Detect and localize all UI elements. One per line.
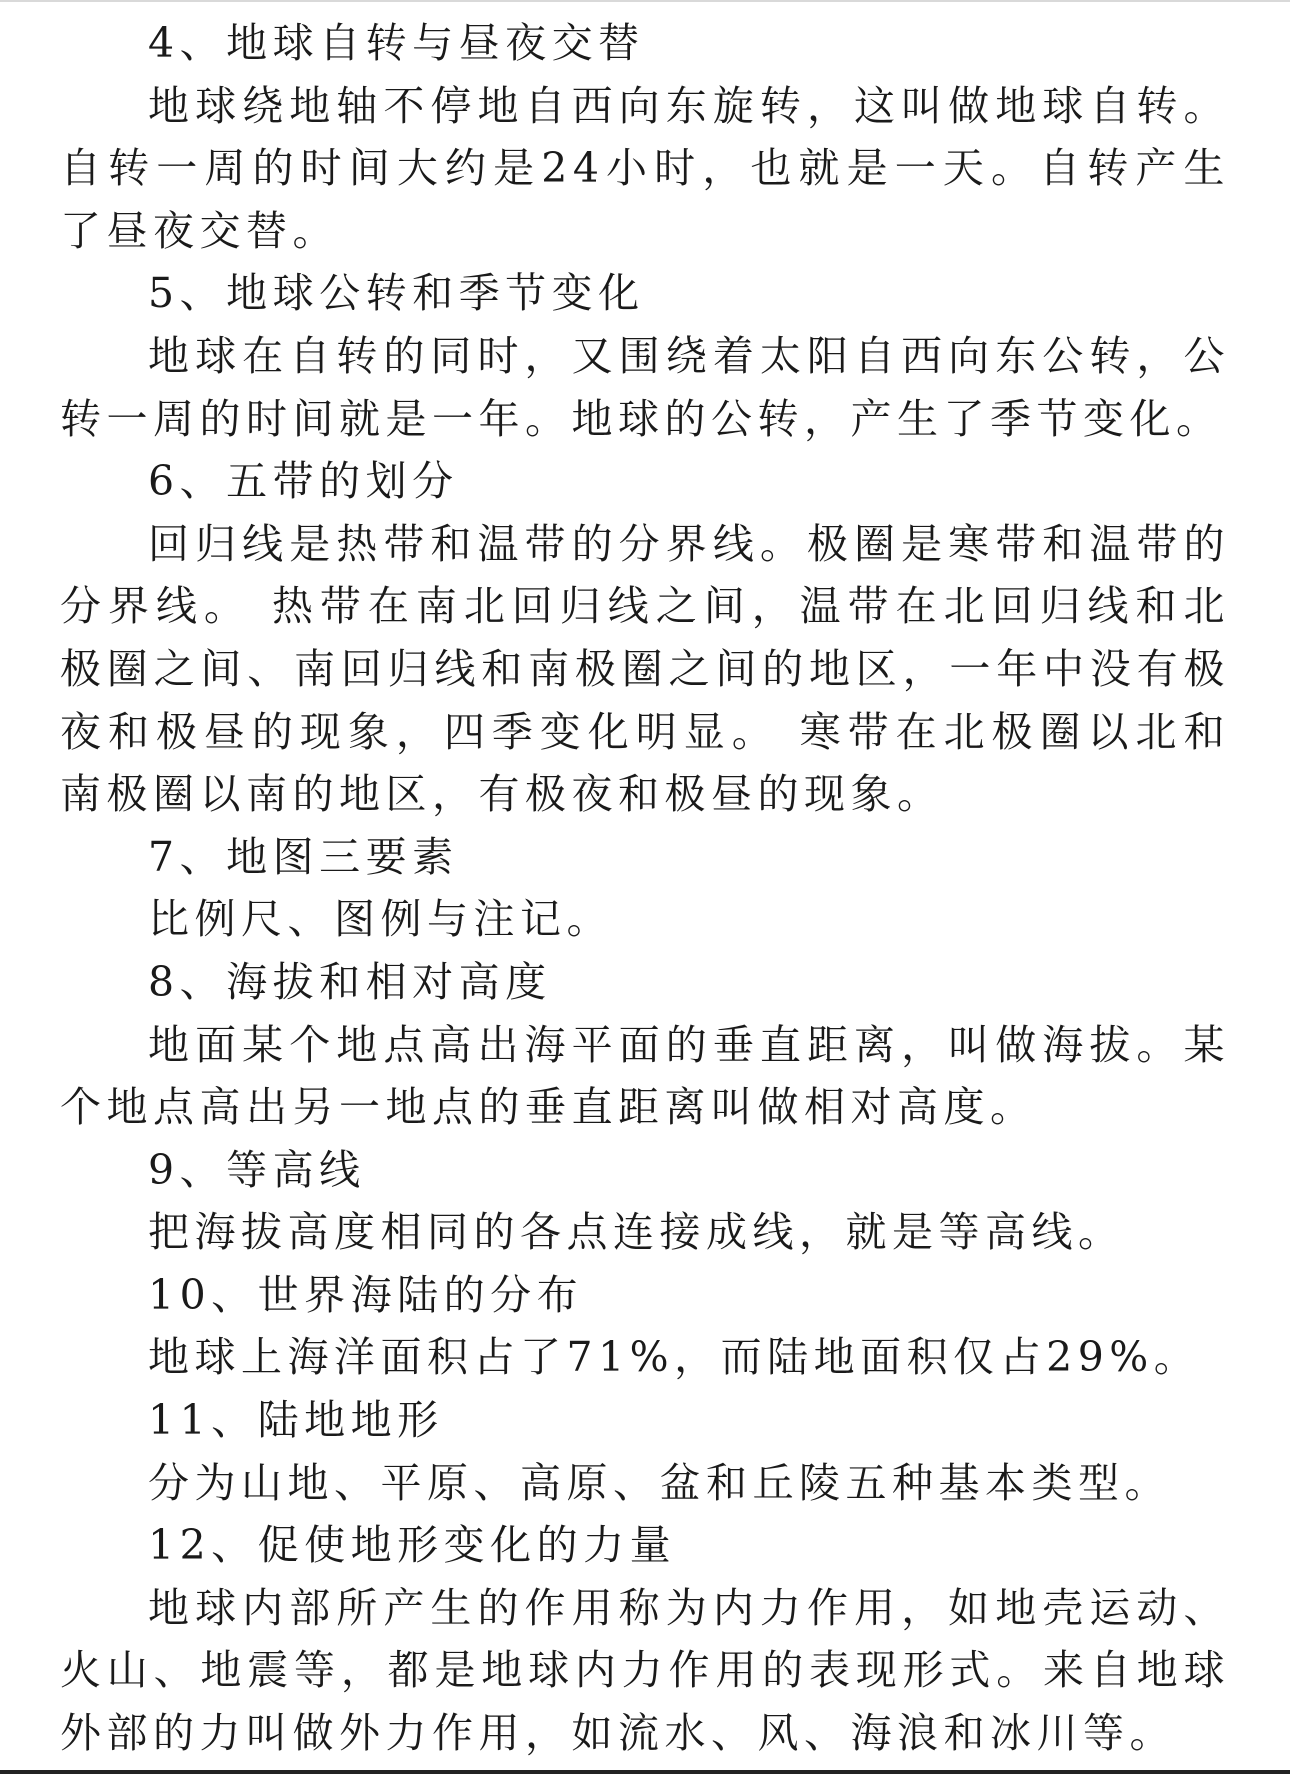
section-body: 地球内部所产生的作用称为内力作用，如地壳运动、火山、地震等，都是地球内力作用的表现形式。来自地球外部的力叫做外力作用，如流水、风、海浪和冰川等。: [60, 1583, 1230, 1758]
section-heading: 5、地球公转和季节变化: [148, 269, 645, 318]
section-body: 地球在自转的同时，又围绕着太阳自西向东公转，公转一周的时间就是一年。地球的公转，产生了季节变化。: [60, 331, 1230, 443]
section-contour-lines: [60, 1139, 1230, 1264]
section-heading: 8、海拔和相对高度: [148, 957, 552, 1006]
section-heading: 11、陆地地形: [148, 1396, 444, 1445]
section-map-elements: [60, 826, 1230, 951]
section-earth-rotation: [60, 12, 1230, 262]
section-heading: 12、促使地形变化的力量: [148, 1521, 677, 1570]
section-body: 把海拔高度相同的各点连接成线，就是等高线。: [148, 1208, 1125, 1257]
document-text: [60, 12, 1230, 1765]
section-heading: 9、等高线: [148, 1145, 366, 1194]
section-earth-revolution: [60, 262, 1230, 450]
section-heading: 6、五带的划分: [148, 457, 459, 506]
section-heading: 4、地球自转与昼夜交替: [148, 19, 645, 67]
section-altitude: [60, 951, 1230, 1139]
section-heading: 7、地图三要素: [148, 832, 459, 881]
section-body: 地球上海洋面积占了71%，而陆地面积仅占29%。: [148, 1333, 1201, 1382]
section-body: 比例尺、图例与注记。: [148, 895, 613, 944]
section-land-sea-distribution: [60, 1264, 1230, 1389]
section-body: 地球绕地轴不停地自西向东旋转，这叫做地球自转。自转一周的时间大约是24小时，也就是一天。自转产生了昼夜交替。: [60, 81, 1230, 255]
section-heading: 10、世界海陆的分布: [148, 1270, 584, 1319]
section-body: 地面某个地点高出海平面的垂直距离，叫做海拔。某个地点高出另一地点的垂直距离叫做相对高度。: [60, 1020, 1230, 1132]
bottom-edge-line: [0, 1770, 1290, 1774]
section-landforms: [60, 1389, 1230, 1514]
section-five-zones: [60, 450, 1230, 826]
section-body: 分为山地、平原、高原、盆和丘陵五种基本类型。: [148, 1458, 1171, 1507]
section-body: 回归线是热带和温带的分界线。极圈是寒带和温带的分界线。 热带在南北回归线之间，温带在北回归线和北极圈之间、南回归线和南极圈之间的地区，一年中没有极夜和极昼的现象，四季变化明显。 寒带在北极圈以北和南极圈以南的地区，有极夜和极昼的现象。: [60, 519, 1230, 819]
section-terrain-forces: [60, 1514, 1230, 1764]
